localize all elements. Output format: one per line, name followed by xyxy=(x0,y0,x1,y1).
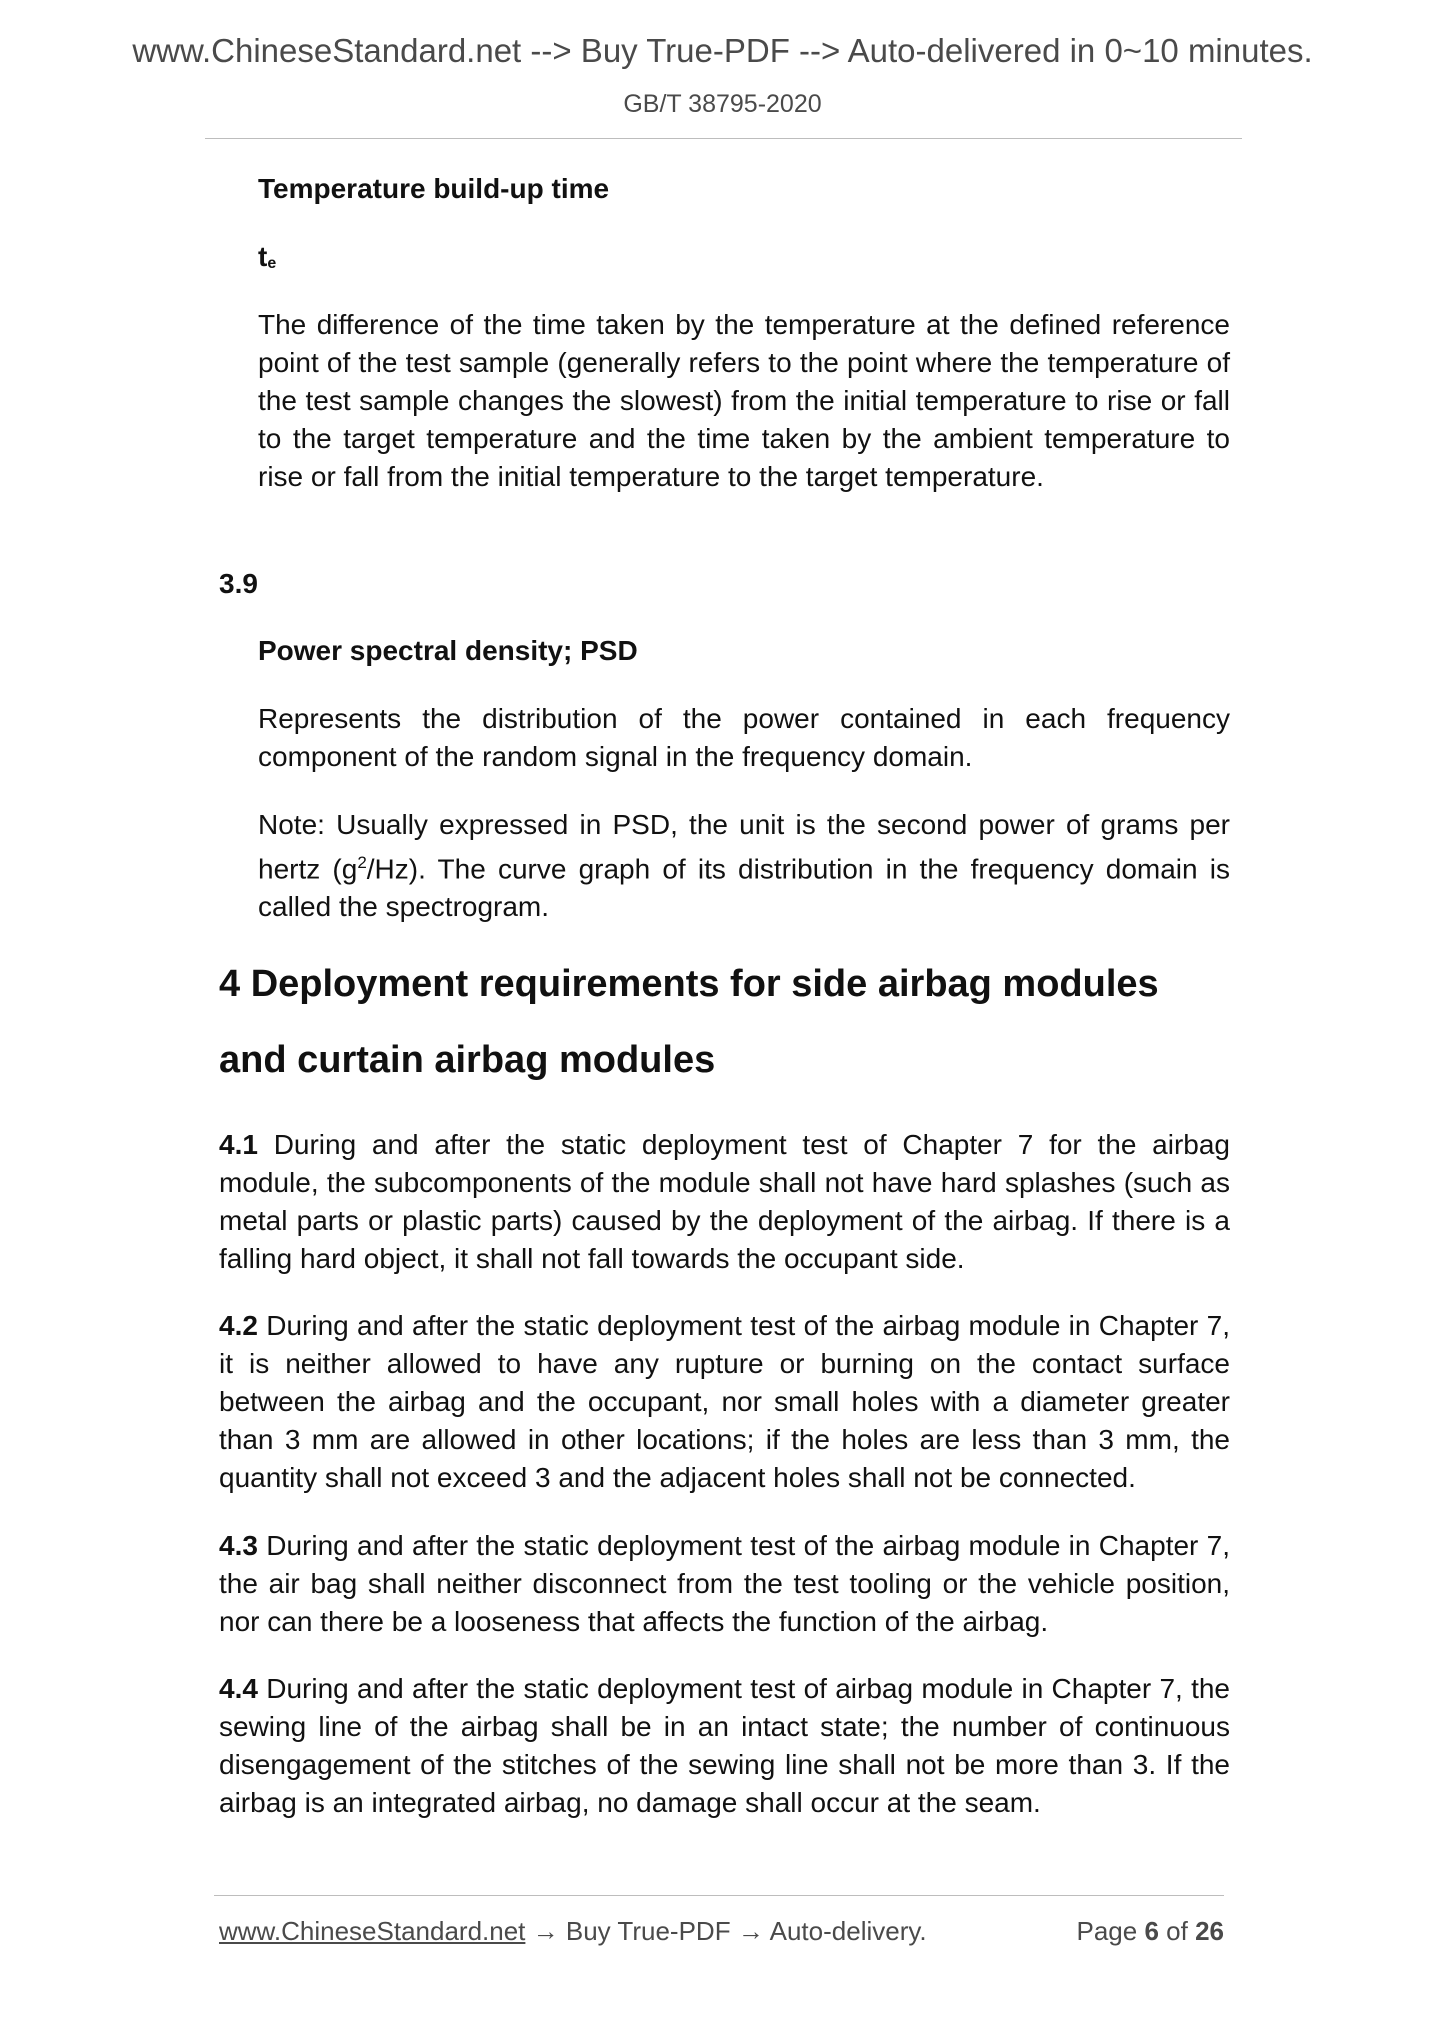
clause-4-1 xyxy=(219,1126,1230,1278)
page-label: Page xyxy=(1076,1916,1138,1946)
clause-number-3-9: 3.9 xyxy=(219,568,258,599)
header-divider xyxy=(205,138,1242,139)
clause-text: During and after the static deployment test of Chapter 7 for the airbag module, the subcomponents of the module shall not have hard splashes (such as metal parts or plastic parts) caused by the deployment of the airbag. If there is a falling hard object, it shall not fall towards the occupant side. xyxy=(219,1129,1230,1274)
top-banner: www.ChineseStandard.net --> Buy True-PDF --> Auto-delivered in 0~10 minutes. xyxy=(132,32,1313,69)
symbol-main: t xyxy=(258,241,268,272)
symbol-subscript: e xyxy=(267,255,277,272)
term-note-psd xyxy=(258,806,1230,926)
footer-site-link[interactable]: www.ChineseStandard.net xyxy=(219,1916,526,1946)
page-total: 26 xyxy=(1195,1916,1224,1946)
clause-number: 4.1 xyxy=(219,1129,258,1160)
term-title-power-spectral-density: Power spectral density; PSD xyxy=(258,635,638,666)
footer-divider xyxy=(214,1895,1224,1896)
document-code: GB/T 38795-2020 xyxy=(623,90,822,118)
clause-text: During and after the static deployment test of the airbag module in Chapter 7, the air bag shall neither disconnect from the test tooling or the vehicle position, nor can there be a looseness that affects the function of the airbag. xyxy=(219,1530,1231,1637)
clause-text: During and after the static deployment test of the airbag module in Chapter 7, it is neither allowed to have any rupture or burning on the contact surface between the airbag and the occupant, nor small holes with a diameter greater than 3 mm are allowed in other locations; if the holes are less than 3 mm, the quantity shall not exceed 3 and the adjacent holes shall not be connected. xyxy=(219,1310,1231,1493)
of-label: of xyxy=(1166,1916,1188,1946)
chapter-heading-line-1: 4 Deployment requirements for side airbag modules xyxy=(219,963,1159,1005)
page-number: 6 xyxy=(1144,1916,1159,1946)
clause-number: 4.3 xyxy=(219,1530,258,1561)
note-text-start: Note: Usually expressed in PSD, the unit is the second power of grams per hertz (g xyxy=(258,809,1230,885)
clause-number: 4.4 xyxy=(219,1673,258,1704)
clause-text: During and after the static deployment test of airbag module in Chapter 7, the sewing line of the airbag shall be in an intact state; the number of continuous disengagement of the stitches of the sewing line shall not be more than 3. If the airbag is an integrated airbag, no damage shall occur at the seam. xyxy=(219,1673,1231,1818)
arrow-right-icon: → xyxy=(532,1916,559,1946)
arrow-right-icon: → xyxy=(737,1916,764,1946)
footer-delivery-text: Auto-delivery. xyxy=(769,1916,927,1946)
clause-4-3 xyxy=(219,1527,1230,1641)
clause-4-4 xyxy=(219,1670,1230,1822)
clause-4-2 xyxy=(219,1307,1230,1497)
term-title-temperature-build-up-time: Temperature build-up time xyxy=(258,173,610,204)
chapter-heading xyxy=(219,946,1249,1098)
note-superscript: 2 xyxy=(357,853,367,872)
clause-number: 4.2 xyxy=(219,1310,258,1341)
chapter-heading-line-2: and curtain airbag modules xyxy=(219,1039,716,1081)
note-text-end: /Hz). The curve graph of its distribution in the frequency domain is called the spectrogram. xyxy=(258,853,1230,923)
page-footer xyxy=(219,1916,1224,1947)
footer-buy-text: Buy True-PDF xyxy=(565,1916,731,1946)
term-symbol xyxy=(258,238,276,283)
term-definition-power-spectral-density: Represents the distribution of the power contained in each frequency component of the random signal in the frequency domain. xyxy=(258,703,1230,772)
page-indicator xyxy=(1076,1916,1224,1947)
term-definition-temperature-build-up-time: The difference of the time taken by the temperature at the defined reference point of the test sample (generally refers to the point where the temperature of the test sample changes the slowest) from the initial temperature to rise or fall to the target temperature and the time taken by the ambient temperature to rise or fall from the initial temperature to the target temperature. xyxy=(258,309,1230,492)
